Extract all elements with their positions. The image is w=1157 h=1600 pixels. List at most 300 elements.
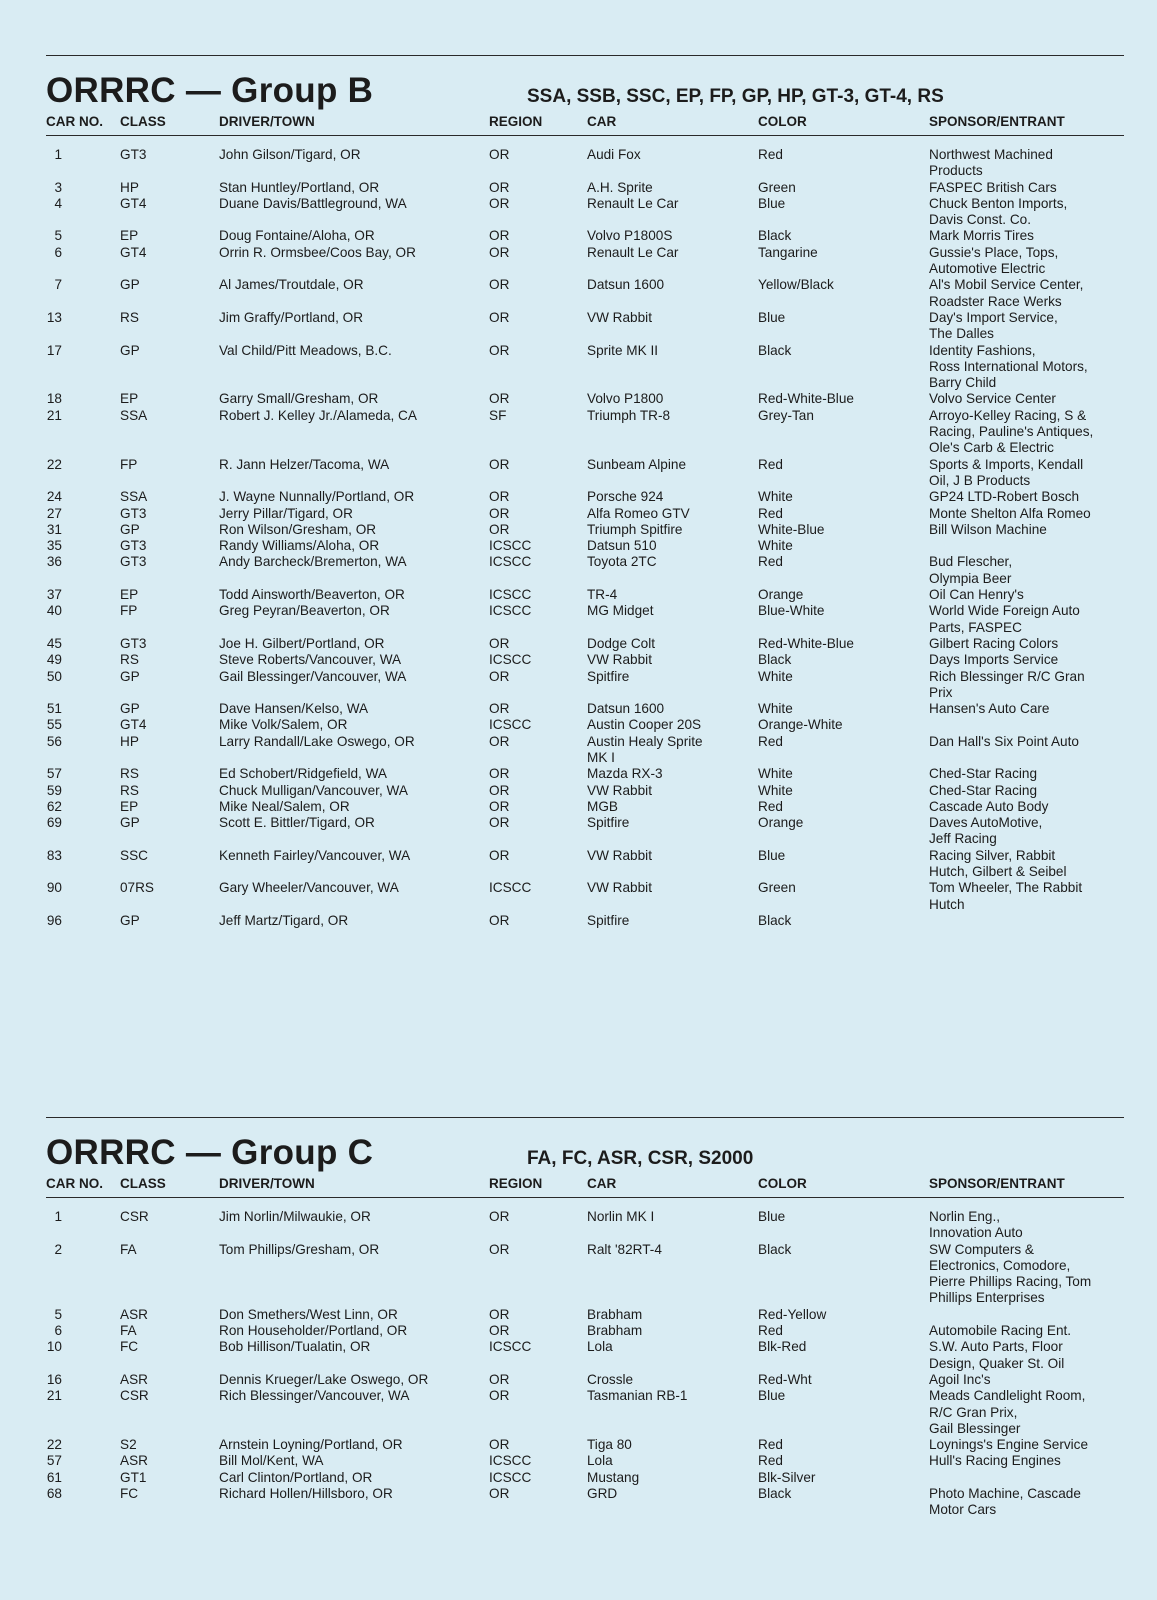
color-cell: Blue xyxy=(758,1388,786,1404)
sponsor-cell: Dan Hall's Six Point Auto xyxy=(929,733,1079,749)
car-number: 55 xyxy=(46,717,62,733)
group-c-classes: FA, FC, ASR, CSR, S2000 xyxy=(527,1148,754,1169)
car-cell: Sprite MK II xyxy=(587,342,659,358)
table-row xyxy=(46,310,1124,343)
car-cell: Lola xyxy=(587,1453,613,1469)
region-cell: OR xyxy=(489,228,510,244)
color-cell: White-Blue xyxy=(758,521,825,537)
group-c-title: ORRRC — Group C xyxy=(46,1133,374,1172)
table-row xyxy=(46,277,1124,310)
color-cell: Orange xyxy=(758,587,804,603)
car-number: 1 xyxy=(54,1209,62,1224)
driver-town-cell: Orrin R. Ormsbee/Coos Bay, OR xyxy=(219,244,416,260)
color-cell: Yellow/Black xyxy=(758,277,834,293)
driver-town-cell: Arnstein Loyning/Portland, OR xyxy=(219,1437,403,1453)
table-row xyxy=(46,1388,1124,1437)
sponsor-cell: Northwest Machined Products xyxy=(929,147,1053,179)
header-driver: DRIVER/TOWN xyxy=(219,114,315,129)
car-number: 83 xyxy=(46,847,62,863)
top-rule xyxy=(46,55,1124,56)
driver-town-cell: Doug Fontaine/Aloha, OR xyxy=(219,228,375,244)
car-cell: Austin Cooper 20S xyxy=(587,717,702,733)
class-cell: GP xyxy=(120,668,140,684)
color-cell: White xyxy=(758,701,793,717)
driver-town-cell: Duane Davis/Battleground, WA xyxy=(219,195,407,211)
header-color: COLOR xyxy=(758,1176,807,1191)
region-cell: OR xyxy=(489,1371,510,1387)
car-cell: Ralt '82RT-4 xyxy=(587,1241,662,1257)
driver-town-cell: Al James/Troutdale, OR xyxy=(219,277,364,293)
region-cell: OR xyxy=(489,1388,510,1404)
car-cell: TR-4 xyxy=(587,587,618,603)
car-cell: Norlin MK I xyxy=(587,1209,655,1224)
table-row xyxy=(46,457,1124,490)
region-cell: OR xyxy=(489,179,510,195)
color-cell: White xyxy=(758,766,793,782)
table-row xyxy=(46,228,1124,244)
header-class: CLASS xyxy=(120,114,166,129)
table-row xyxy=(46,799,1124,815)
car-number: 4 xyxy=(54,195,62,211)
car-number: 37 xyxy=(46,587,62,603)
driver-town-cell: Chuck Mulligan/Vancouver, WA xyxy=(219,782,408,798)
region-cell: ICSCC xyxy=(489,1339,532,1355)
car-cell: Datsun 1600 xyxy=(587,277,665,293)
car-number: 62 xyxy=(46,798,62,814)
driver-town-cell: Joe H. Gilbert/Portland, OR xyxy=(219,635,385,651)
car-number: 7 xyxy=(54,277,62,293)
car-cell: Renault Le Car xyxy=(587,195,679,211)
color-cell: Tangarine xyxy=(758,244,818,260)
header-car: CAR xyxy=(587,114,617,129)
driver-town-cell: Randy Williams/Aloha, OR xyxy=(219,538,380,554)
class-cell: GP xyxy=(120,521,140,537)
car-number: 56 xyxy=(46,733,62,749)
driver-town-cell: Dennis Krueger/Lake Oswego, OR xyxy=(219,1371,429,1387)
table-row xyxy=(46,391,1124,407)
region-cell: OR xyxy=(489,342,510,358)
sponsor-cell: Norlin Eng., Innovation Auto xyxy=(929,1209,1023,1241)
class-cell: HP xyxy=(120,179,139,195)
car-cell: Tasmanian RB-1 xyxy=(587,1388,688,1404)
table-row xyxy=(46,880,1124,913)
car-cell: Volvo P1800 xyxy=(587,391,664,407)
class-cell: FP xyxy=(120,603,138,619)
table-row xyxy=(46,1470,1124,1486)
class-cell: ASR xyxy=(120,1306,148,1322)
color-cell: Black xyxy=(758,1241,792,1257)
table-row xyxy=(46,783,1124,799)
driver-town-cell: Jim Graffy/Portland, OR xyxy=(219,309,364,325)
region-cell: SF xyxy=(489,407,507,423)
color-cell: White xyxy=(758,782,793,798)
region-cell: OR xyxy=(489,815,510,831)
car-cell: Spitfire xyxy=(587,815,630,831)
region-cell: ICSCC xyxy=(489,554,532,570)
car-number: 40 xyxy=(46,603,62,619)
table-row xyxy=(46,1486,1124,1519)
sponsor-cell: Ched-Star Racing xyxy=(929,766,1038,782)
driver-town-cell: Tom Phillips/Gresham, OR xyxy=(219,1241,380,1257)
car-cell: MG Midget xyxy=(587,603,654,619)
region-cell: ICSCC xyxy=(489,538,532,554)
driver-town-cell: Mike Neal/Salem, OR xyxy=(219,798,350,814)
color-cell: Red-White-Blue xyxy=(758,635,854,651)
region-cell: OR xyxy=(489,147,510,162)
table-row xyxy=(46,815,1124,848)
region-cell: OR xyxy=(489,309,510,325)
class-cell: GT3 xyxy=(120,505,147,521)
class-cell: FC xyxy=(120,1339,139,1355)
car-number: 36 xyxy=(46,554,62,570)
car-number: 49 xyxy=(46,652,62,668)
car-number: 10 xyxy=(46,1339,62,1355)
color-cell: Blue xyxy=(758,309,786,325)
color-cell: Red-White-Blue xyxy=(758,391,854,407)
table-row xyxy=(46,489,1124,505)
region-cell: OR xyxy=(489,277,510,293)
header-sponsor: SPONSOR/ENTRANT xyxy=(929,114,1065,129)
region-cell: OR xyxy=(489,701,510,717)
car-cell: Spitfire xyxy=(587,912,630,928)
region-cell: ICSCC xyxy=(489,1469,532,1485)
class-cell: FC xyxy=(120,1486,139,1502)
color-cell: Red xyxy=(758,505,783,521)
color-cell: White xyxy=(758,538,793,554)
color-cell: Red xyxy=(758,554,783,570)
sponsor-cell: Gussie's Place, Tops, Automotive Electric xyxy=(929,244,1059,277)
color-cell: Red-Yellow xyxy=(758,1306,827,1322)
color-cell: Blue xyxy=(758,847,786,863)
sponsor-cell: Identity Fashions, Ross International Motors, Barry Child xyxy=(929,342,1088,391)
car-number: 5 xyxy=(54,228,62,244)
header-car: CAR xyxy=(587,1176,617,1191)
color-cell: Blue xyxy=(758,195,786,211)
class-cell: GP xyxy=(120,342,140,358)
car-number: 24 xyxy=(46,489,62,505)
class-cell: RS xyxy=(120,652,139,668)
car-number: 59 xyxy=(46,782,62,798)
sponsor-cell: Hull's Racing Engines xyxy=(929,1453,1061,1469)
region-cell: OR xyxy=(489,766,510,782)
car-cell: A.H. Sprite xyxy=(587,179,653,195)
class-cell: FA xyxy=(120,1241,137,1257)
driver-town-cell: Ed Schobert/Ridgefield, WA xyxy=(219,766,387,782)
car-number: 6 xyxy=(54,244,62,260)
driver-town-cell: Todd Ainsworth/Beaverton, OR xyxy=(219,587,405,603)
driver-town-cell: Greg Peyran/Beaverton, OR xyxy=(219,603,390,619)
class-cell: GT3 xyxy=(120,147,147,162)
region-cell: OR xyxy=(489,456,510,472)
color-cell: Red xyxy=(758,1437,783,1453)
region-cell: OR xyxy=(489,782,510,798)
table-row xyxy=(46,1242,1124,1307)
color-cell: Black xyxy=(758,1486,792,1502)
class-cell: GP xyxy=(120,912,140,928)
driver-town-cell: Robert J. Kelley Jr./Alameda, CA xyxy=(219,407,417,423)
car-cell: Mustang xyxy=(587,1469,640,1485)
sponsor-cell: Loynings's Engine Service xyxy=(929,1437,1089,1453)
header-sponsor: SPONSOR/ENTRANT xyxy=(929,1176,1065,1191)
car-number: 16 xyxy=(46,1371,62,1387)
class-cell: GT1 xyxy=(120,1469,147,1485)
driver-town-cell: Bill Mol/Kent, WA xyxy=(219,1453,324,1469)
color-cell: Blue xyxy=(758,1209,786,1224)
color-cell: Blue-White xyxy=(758,603,825,619)
region-cell: OR xyxy=(489,1306,510,1322)
car-number: 3 xyxy=(54,179,62,195)
region-cell: OR xyxy=(489,1241,510,1257)
sponsor-cell: Gilbert Racing Colors xyxy=(929,635,1059,651)
sponsor-cell: Day's Import Service, The Dalles xyxy=(929,309,1058,342)
class-cell: FP xyxy=(120,456,138,472)
sponsor-cell: Hansen's Auto Care xyxy=(929,701,1050,717)
table-row xyxy=(46,587,1124,603)
region-cell: ICSCC xyxy=(489,880,532,896)
table-row xyxy=(46,734,1124,767)
table-row xyxy=(46,1209,1124,1242)
car-cell: Brabham xyxy=(587,1323,643,1339)
car-cell: Renault Le Car xyxy=(587,244,679,260)
sponsor-cell: Al's Mobil Service Center, Roadster Race Werks xyxy=(929,277,1084,309)
class-cell: HP xyxy=(120,733,139,749)
car-number: 51 xyxy=(46,701,62,717)
color-cell: Red xyxy=(758,1453,783,1469)
car-cell: Dodge Colt xyxy=(587,635,656,651)
color-cell: Black xyxy=(758,912,792,928)
region-cell: OR xyxy=(489,244,510,260)
color-cell: Red xyxy=(758,147,783,162)
class-cell: GT3 xyxy=(120,635,147,651)
header-car-no: CAR NO. xyxy=(46,114,103,129)
driver-town-cell: R. Jann Helzer/Tacoma, WA xyxy=(219,456,390,472)
car-cell: Audi Fox xyxy=(587,147,641,162)
car-number: 68 xyxy=(46,1486,62,1502)
header-region: REGION xyxy=(489,1176,543,1191)
car-cell: Mazda RX-3 xyxy=(587,766,663,782)
sponsor-cell: World Wide Foreign Auto Parts, FASPEC xyxy=(929,603,1080,635)
sponsor-cell: Photo Machine, Cascade Motor Cars xyxy=(929,1486,1081,1518)
group-b-title: ORRRC — Group B xyxy=(46,71,374,110)
driver-town-cell: J. Wayne Nunnally/Portland, OR xyxy=(219,489,415,505)
car-cell: Triumph TR-8 xyxy=(587,407,671,423)
region-cell: OR xyxy=(489,391,510,407)
car-number: 50 xyxy=(46,668,62,684)
region-cell: OR xyxy=(489,847,510,863)
header-class: CLASS xyxy=(120,1176,166,1191)
region-cell: OR xyxy=(489,521,510,537)
car-cell: VW Rabbit xyxy=(587,782,652,798)
color-cell: Blk-Silver xyxy=(758,1469,816,1485)
car-number: 57 xyxy=(46,766,62,782)
class-cell: GT4 xyxy=(120,717,147,733)
class-cell: RS xyxy=(120,782,139,798)
region-cell: ICSCC xyxy=(489,652,532,668)
car-number: 5 xyxy=(54,1306,62,1322)
car-cell: Spitfire xyxy=(587,668,630,684)
car-cell: Brabham xyxy=(587,1306,643,1322)
driver-town-cell: Bob Hillison/Tualatin, OR xyxy=(219,1339,371,1355)
color-cell: Black xyxy=(758,652,792,668)
region-cell: ICSCC xyxy=(489,587,532,603)
group-c-section xyxy=(46,1117,1124,1537)
sponsor-cell: SW Computers & Electronics, Comodore, Pierre Phillips Racing, Tom Phillips Enterprises xyxy=(929,1241,1092,1306)
region-cell: OR xyxy=(489,1323,510,1339)
table-row xyxy=(46,554,1124,587)
table-row xyxy=(46,701,1124,717)
driver-town-cell: Larry Randall/Lake Oswego, OR xyxy=(219,733,415,749)
group-c-table xyxy=(46,1209,1124,1519)
car-number: 96 xyxy=(46,912,62,928)
region-cell: OR xyxy=(489,635,510,651)
class-cell: ASR xyxy=(120,1453,148,1469)
header-car-no: CAR NO. xyxy=(46,1176,103,1191)
color-cell: Red xyxy=(758,733,783,749)
table-row xyxy=(46,1307,1124,1323)
region-cell: ICSCC xyxy=(489,1453,532,1469)
region-cell: OR xyxy=(489,1209,510,1224)
region-cell: ICSCC xyxy=(489,717,532,733)
car-number: 2 xyxy=(54,1241,62,1257)
car-number: 22 xyxy=(46,456,62,472)
class-cell: EP xyxy=(120,587,139,603)
table-row xyxy=(46,848,1124,881)
car-cell: Tiga 80 xyxy=(587,1437,632,1453)
car-cell: VW Rabbit xyxy=(587,309,652,325)
driver-town-cell: Jim Norlin/Milwaukie, OR xyxy=(219,1209,371,1224)
region-cell: OR xyxy=(489,1437,510,1453)
driver-town-cell: Kenneth Fairley/Vancouver, WA xyxy=(219,847,411,863)
color-cell: Orange-White xyxy=(758,717,843,733)
color-cell: Black xyxy=(758,342,792,358)
driver-town-cell: Steve Roberts/Vancouver, WA xyxy=(219,652,402,668)
region-cell: OR xyxy=(489,1486,510,1502)
color-cell: Red-Wht xyxy=(758,1371,812,1387)
driver-town-cell: Stan Huntley/Portland, OR xyxy=(219,179,380,195)
color-cell: Black xyxy=(758,228,792,244)
car-number: 13 xyxy=(46,309,62,325)
color-cell: White xyxy=(758,668,793,684)
driver-town-cell: Rich Blessinger/Vancouver, WA xyxy=(219,1388,410,1404)
sponsor-cell: Chuck Benton Imports, Davis Const. Co. xyxy=(929,195,1068,228)
table-row xyxy=(46,408,1124,457)
sponsor-cell: Automobile Racing Ent. xyxy=(929,1323,1072,1339)
car-cell: VW Rabbit xyxy=(587,847,652,863)
car-cell: MGB xyxy=(587,798,618,814)
table-row xyxy=(46,196,1124,229)
car-cell: Lola xyxy=(587,1339,613,1355)
column-headers xyxy=(46,1176,1124,1194)
table-row xyxy=(46,717,1124,733)
car-number: 61 xyxy=(46,1469,62,1485)
table-row xyxy=(46,538,1124,554)
driver-town-cell: John Gilson/Tigard, OR xyxy=(219,147,361,162)
car-cell: Crossle xyxy=(587,1371,634,1387)
class-cell: EP xyxy=(120,228,139,244)
class-cell: SSC xyxy=(120,847,148,863)
sponsor-cell: Arroyo-Kelley Racing, S & Racing, Pauline's Antiques, Ole's Carb & Electric xyxy=(929,407,1094,456)
class-cell: EP xyxy=(120,798,139,814)
class-cell: GT4 xyxy=(120,244,147,260)
table-row xyxy=(46,245,1124,278)
class-cell: RS xyxy=(120,309,139,325)
sponsor-cell: S.W. Auto Parts, Floor Design, Quaker St. Oil xyxy=(929,1339,1065,1371)
car-number: 18 xyxy=(46,391,62,407)
table-row xyxy=(46,603,1124,636)
car-cell: VW Rabbit xyxy=(587,652,652,668)
sponsor-cell: Sports & Imports, Kendall Oil, J B Products xyxy=(929,456,1084,488)
region-cell: OR xyxy=(489,668,510,684)
table-row xyxy=(46,1372,1124,1388)
class-cell: CSR xyxy=(120,1209,149,1224)
driver-town-cell: Jeff Martz/Tigard, OR xyxy=(219,912,349,928)
car-number: 21 xyxy=(46,1388,62,1404)
region-cell: OR xyxy=(489,505,510,521)
sponsor-cell: Meads Candlelight Room, R/C Gran Prix, Gail Blessinger xyxy=(929,1388,1086,1436)
top-rule xyxy=(46,1117,1124,1118)
table-row xyxy=(46,522,1124,538)
class-cell: GP xyxy=(120,277,140,293)
table-row xyxy=(46,766,1124,782)
color-cell: Green xyxy=(758,880,796,896)
sponsor-cell: GP24 LTD-Robert Bosch xyxy=(929,489,1080,505)
table-row xyxy=(46,652,1124,668)
car-cell: Datsun 510 xyxy=(587,538,657,554)
table-row xyxy=(46,913,1124,929)
car-cell: Porsche 924 xyxy=(587,489,664,505)
sponsor-cell: Bill Wilson Machine xyxy=(929,521,1047,537)
car-cell: GRD xyxy=(587,1486,618,1502)
table-row xyxy=(46,1323,1124,1339)
class-cell: GP xyxy=(120,701,140,717)
driver-town-cell: Val Child/Pitt Meadows, B.C. xyxy=(219,342,392,358)
car-cell: VW Rabbit xyxy=(587,880,652,896)
sponsor-cell: Monte Shelton Alfa Romeo xyxy=(929,505,1091,521)
class-cell: 07RS xyxy=(120,880,155,896)
sponsor-cell: Oil Can Henry's xyxy=(929,587,1024,603)
sponsor-cell: Bud Flescher, Olympia Beer xyxy=(929,554,1013,586)
header-color: COLOR xyxy=(758,114,807,129)
header-driver: DRIVER/TOWN xyxy=(219,1176,315,1191)
car-cell: Triumph Spitfire xyxy=(587,521,683,537)
column-headers xyxy=(46,114,1124,132)
class-cell: FA xyxy=(120,1323,137,1339)
region-cell: OR xyxy=(489,798,510,814)
sponsor-cell: Daves AutoMotive, Jeff Racing xyxy=(929,815,1043,847)
car-number: 69 xyxy=(46,815,62,831)
sponsor-cell: Cascade Auto Body xyxy=(929,798,1049,814)
sponsor-cell: Agoil Inc's xyxy=(929,1371,991,1387)
class-cell: CSR xyxy=(120,1388,149,1404)
header-rule xyxy=(46,135,1124,136)
sponsor-cell: Volvo Service Center xyxy=(929,391,1056,407)
sponsor-cell: FASPEC British Cars xyxy=(929,179,1057,195)
car-cell: Volvo P1800S xyxy=(587,228,673,244)
table-row xyxy=(46,343,1124,392)
header-region: REGION xyxy=(489,114,543,129)
region-cell: OR xyxy=(489,733,510,749)
car-number: 45 xyxy=(46,635,62,651)
table-row xyxy=(46,1437,1124,1453)
header-rule xyxy=(46,1197,1124,1198)
driver-town-cell: Gary Wheeler/Vancouver, WA xyxy=(219,880,399,896)
driver-town-cell: Scott E. Bittler/Tigard, OR xyxy=(219,815,375,831)
table-row xyxy=(46,180,1124,196)
table-row xyxy=(46,506,1124,522)
class-cell: ASR xyxy=(120,1371,148,1387)
group-b-section xyxy=(46,55,1124,955)
class-cell: GT3 xyxy=(120,554,147,570)
